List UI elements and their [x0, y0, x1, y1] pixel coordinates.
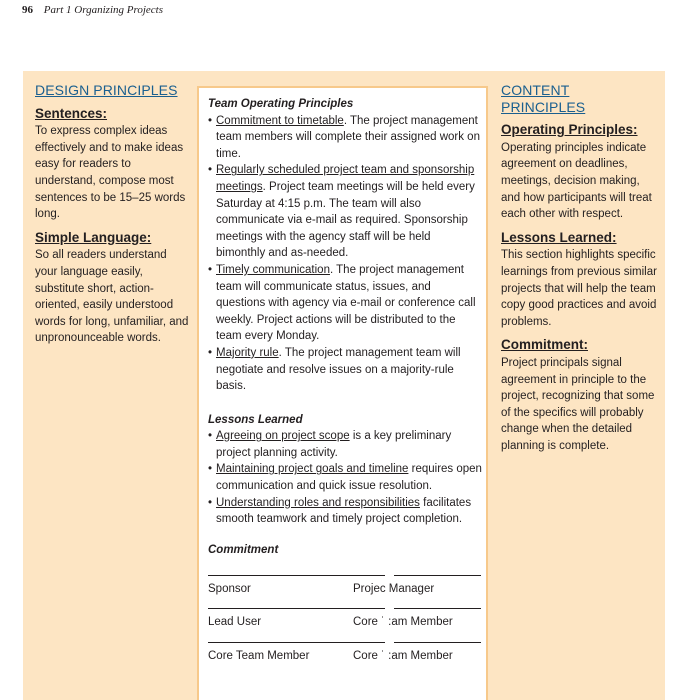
design-section	[35, 230, 190, 347]
list-item	[208, 461, 482, 494]
content-section	[501, 122, 657, 223]
list-item	[208, 345, 482, 395]
design-principles-column	[35, 82, 190, 354]
list-item-text: facilitates smooth teamwork and timely project completion.	[216, 496, 472, 526]
signature-line	[208, 642, 385, 643]
list-item	[208, 162, 482, 262]
lessons-learned-title: Lessons Learned	[208, 413, 303, 426]
signature-line	[208, 575, 385, 576]
signature-row	[208, 616, 481, 634]
section-text: So all readers understand your language easily, substitute short, action-oriented, easily understood words for long, unfamiliar, and unpronounceable words.	[35, 249, 189, 345]
list-item-text: . The project management team will communicate status, issues, and questions with agency via e-mail or conference call weekly. Project actions will be distributed to the team every Monday.	[216, 263, 476, 343]
list-item-term: Timely communication	[216, 263, 330, 276]
signature-line	[394, 608, 481, 609]
content-principles-title: CONTENT PRINCIPLES	[501, 82, 586, 115]
signature-label: Sponsor	[208, 583, 251, 595]
list-item-term: Majority rule	[216, 346, 279, 359]
list-item-text: . The project management team will negotiate and resolve issues on a majority-rule basis.	[216, 346, 461, 393]
signature-line	[208, 608, 385, 609]
section-text: This section highlights specific learnings from previous similar projects that will help the team copy good practices and avoid problems.	[501, 249, 657, 328]
content-section	[501, 230, 657, 331]
section-heading: Lessons Learned:	[501, 229, 617, 245]
page-number: 96	[22, 4, 33, 16]
section-text: To express complex ideas effectively and to make ideas easy for readers to understand, compose most sentences to be 15–25 words long.	[35, 125, 186, 221]
section-heading: Operating Principles:	[501, 122, 638, 138]
list-item-text: . Project team meetings will be held every Saturday at 4:15 p.m. The team will also communicate via e-mail as required. Sponsorship meetings with the agency staff will be held bimonthly and as-needed.	[216, 180, 475, 260]
list-item	[208, 113, 482, 163]
signature-label: Lead User	[208, 616, 262, 628]
list-item-term: Understanding roles and responsibilities	[216, 496, 420, 509]
list-item-term: Commitment to timetable	[216, 114, 344, 127]
operating-principles-title: Team Operating Principles	[208, 98, 354, 110]
list-item-term: Agreeing on project scope	[216, 430, 350, 443]
content-principles-column	[501, 82, 657, 461]
chapter-title: Part 1 Organizing Projects	[43, 4, 164, 16]
signature-label: Core ˙ :am Member	[353, 650, 453, 662]
design-section	[35, 106, 190, 223]
signature-label: Core Team Member	[208, 650, 310, 662]
section-text: Operating principles indicate agreement on deadlines, meetings, decision making, and how participants will treat each other with respect.	[501, 141, 652, 221]
section-heading: Simple Language:	[35, 229, 152, 245]
document-content	[208, 96, 482, 558]
signature-label: Core ˙ :am Member	[353, 616, 453, 628]
signature-row	[208, 583, 481, 601]
signature-line	[394, 575, 481, 576]
section-heading: Commitment:	[501, 337, 588, 353]
list-item	[208, 495, 482, 528]
list-item-text: requires open communication and quick issue resolution.	[216, 463, 482, 493]
lessons-learned-list	[208, 428, 482, 528]
commitment-title: Commitment	[208, 543, 279, 556]
running-header	[22, 4, 163, 16]
signature-row	[208, 650, 481, 668]
list-item-text: is a key preliminary project planning activity.	[216, 430, 452, 459]
list-item-term: Maintaining project goals and timeline	[216, 463, 409, 476]
design-principles-title: DESIGN PRINCIPLES	[35, 82, 178, 98]
list-item	[208, 428, 482, 461]
section-heading: Sentences:	[35, 105, 108, 121]
list-item	[208, 262, 482, 345]
operating-principles-list	[208, 113, 482, 395]
list-item-text: . The project management team members will complete their assigned work on time.	[216, 114, 480, 160]
signature-label: Projec Manager	[353, 583, 435, 595]
content-section	[501, 337, 657, 454]
section-text: Project principals signal agreement in principle to the project, recognizing that some of the specifics will probably change when the detailed planning is complete.	[501, 356, 655, 452]
signature-line	[394, 642, 481, 643]
list-item-term: Regularly scheduled project team and sponsorship meetings	[216, 164, 475, 193]
